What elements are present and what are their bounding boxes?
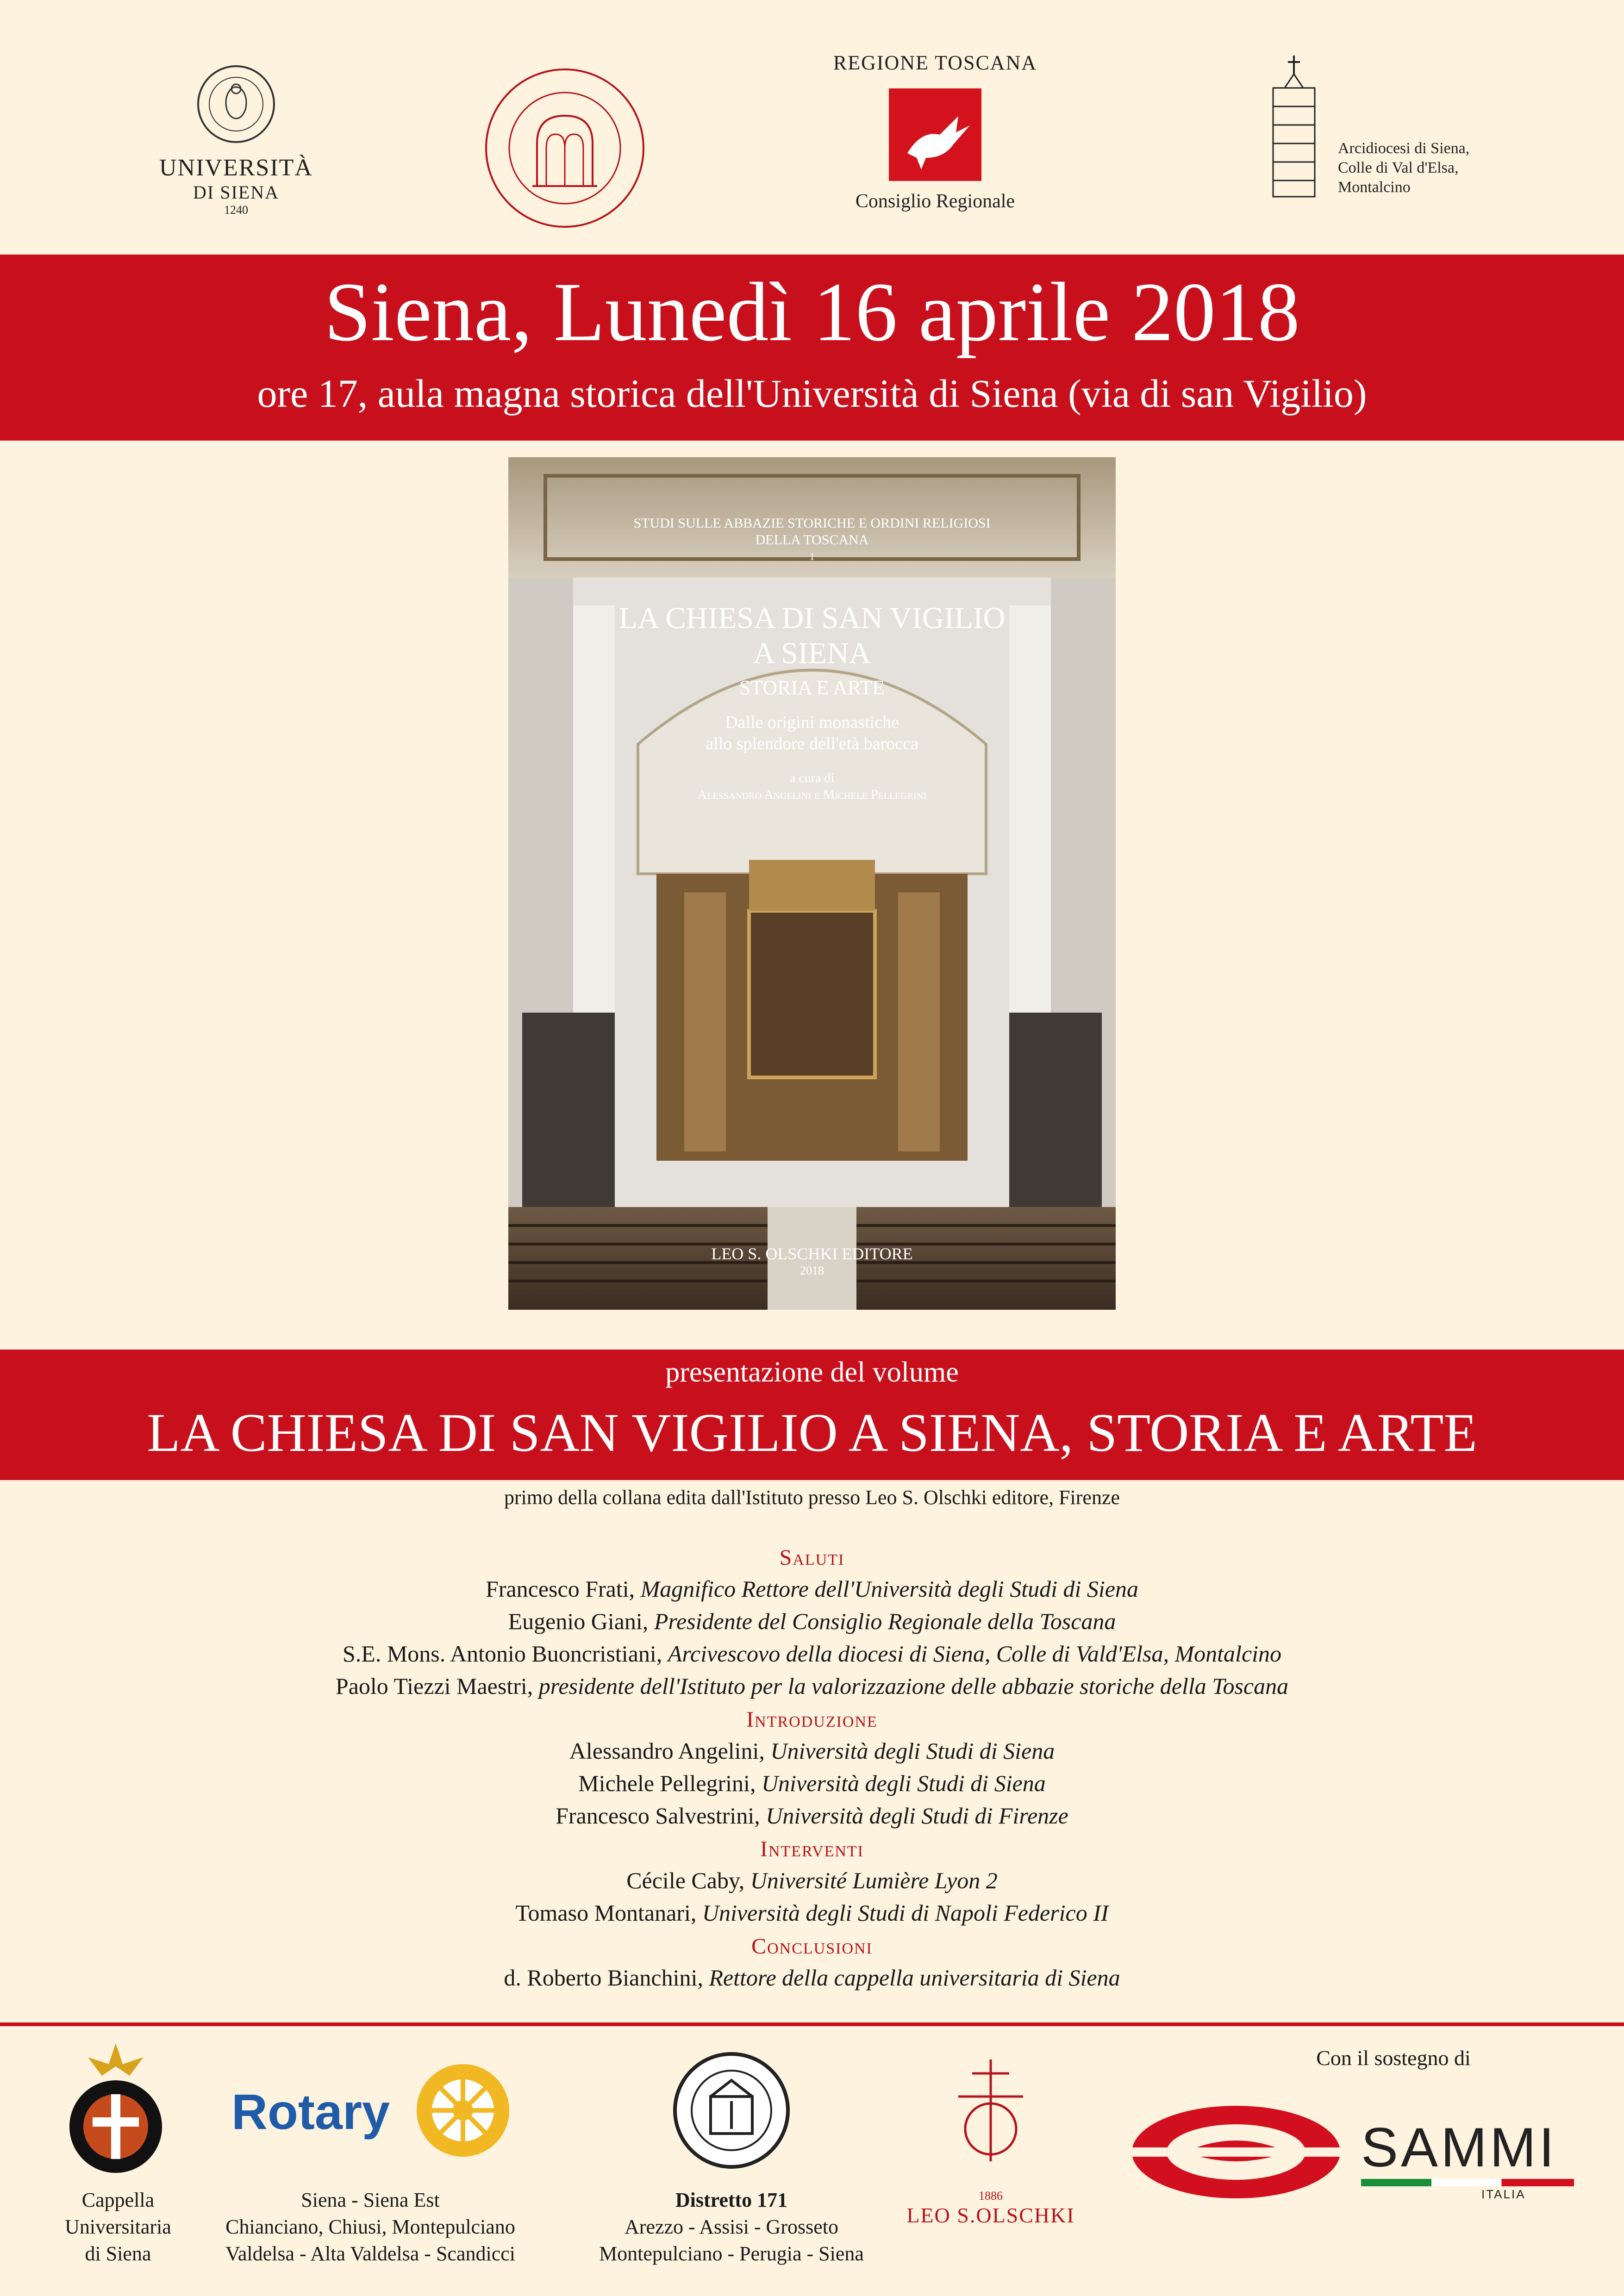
cover-desc-2: allo splendore dell'età barocca xyxy=(706,734,918,753)
arcidiocesi-line3: Montalcino xyxy=(1338,179,1411,196)
speaker-role: Università degli Studi di Napoli Federico II xyxy=(702,1900,1109,1926)
serra-line2: Arezzo - Assisi - Grosseto xyxy=(625,2215,838,2238)
cover-desc-1: Dalle origini monastiche xyxy=(725,713,899,732)
cappella-line3: di Siena xyxy=(85,2242,151,2265)
serra-emblem-icon xyxy=(671,2050,792,2171)
saluti-heading: Saluti xyxy=(779,1545,845,1570)
rotary-wheel-icon xyxy=(412,2060,514,2161)
intro-row xyxy=(0,1767,1624,1799)
rotary-caption xyxy=(185,2187,556,2267)
unisi-year: 1240 xyxy=(224,203,248,217)
introduzione-heading: Introduzione xyxy=(746,1707,878,1732)
intro-row xyxy=(0,1799,1624,1832)
arcidiocesi-line1: Arcidiocesi di Siena, xyxy=(1338,140,1470,157)
serra-line1: Distretto 171 xyxy=(675,2189,788,2211)
serra-caption xyxy=(556,2187,907,2267)
saluti-row xyxy=(0,1637,1624,1670)
rotary-logo xyxy=(222,2055,528,2166)
arcidiocesi-line2: Colle di Val d'Elsa, xyxy=(1338,159,1459,176)
presentation-band xyxy=(0,1350,1624,1480)
olschki-year: 1886 xyxy=(979,2189,1003,2203)
speaker-name: S.E. Mons. Antonio Buoncristiani, xyxy=(342,1641,668,1667)
cappella-line2: Universitaria xyxy=(65,2215,171,2238)
cover-title-2: A SIENA xyxy=(753,636,871,670)
event-place: ore 17, aula magna storica dell'Università di Siena (via di san Vigilio) xyxy=(257,371,1367,416)
church-interior-illustration xyxy=(508,457,1116,1310)
cover-publisher: LEO S. OLSCHKI EDITORE xyxy=(711,1244,913,1263)
cover-year: 2018 xyxy=(800,1264,824,1277)
conclusioni-heading: Conclusioni xyxy=(751,1934,873,1959)
speaker-name: Alessandro Angelini, xyxy=(569,1738,771,1764)
speaker-name: Francesco Frati, xyxy=(486,1576,641,1602)
speaker-name: Cécile Caby, xyxy=(626,1867,750,1893)
interventi-row xyxy=(0,1897,1624,1929)
presentation-title: LA CHIESA DI SAN VIGILIO A SIENA, STORIA E ARTE xyxy=(147,1402,1477,1463)
arcidiocesi-logo xyxy=(1268,56,1528,208)
cover-title-1: LA CHIESA DI SAN VIGILIO xyxy=(618,601,1006,635)
speaker-name: Eugenio Giani, xyxy=(508,1608,654,1634)
speaker-role: Università degli Studi di Siena xyxy=(761,1770,1046,1796)
serra-logo xyxy=(671,2050,792,2171)
istituto-abbazie-logo xyxy=(481,65,648,231)
speaker-name: Tomaso Montanari, xyxy=(515,1900,702,1926)
rotary-line1: Siena - Siena Est xyxy=(301,2189,440,2211)
olschki-name: LEO S.OLSCHKI xyxy=(906,2203,1075,2227)
speaker-role: Presidente del Consiglio Regionale della Toscana xyxy=(654,1608,1116,1634)
speaker-role: presidente dell'Istituto per la valorizzazione delle abbazie storiche della Toscana xyxy=(538,1673,1289,1699)
footer-divider xyxy=(0,2022,1624,2026)
saluti-row xyxy=(0,1605,1624,1637)
event-band xyxy=(0,255,1624,441)
cappella-line1: Cappella xyxy=(81,2189,155,2211)
universita-siena-seal-icon xyxy=(139,60,333,148)
saluti-row xyxy=(0,1670,1624,1702)
sponsor-label: Con il sostegno di xyxy=(1316,2046,1471,2070)
conclusioni-row xyxy=(0,1961,1624,1994)
sammi-logo xyxy=(1130,2101,1583,2203)
rotary-line3: Valdelsa - Alta Valdelsa - Scandicci xyxy=(225,2242,515,2265)
speaker-name: Francesco Salvestrini, xyxy=(556,1803,766,1829)
regione-subtitle: Consiglio Regionale xyxy=(855,191,1015,212)
italian-flag-stripe xyxy=(1361,2179,1574,2186)
cappella-emblem-icon xyxy=(60,2039,171,2178)
pegasus-icon xyxy=(889,88,981,181)
cover-series-1: STUDI SULLE ABBAZIE STORICHE E ORDINI RELIGIOSI xyxy=(633,516,991,531)
serra-line3: Montepulciano - Perugia - Siena xyxy=(599,2242,864,2265)
cover-curatori: Alessandro Angelini e Michele Pellegrini xyxy=(698,788,926,802)
cappella-caption xyxy=(42,2187,194,2267)
speaker-role: Università degli Studi di Firenze xyxy=(766,1803,1068,1829)
speaker-role: Magnifico Rettore dell'Università degli Studi di Siena xyxy=(640,1576,1138,1602)
olschki-logo xyxy=(903,2055,1079,2231)
speaker-name: Michele Pellegrini, xyxy=(578,1770,762,1796)
saluti-row xyxy=(0,1573,1624,1605)
speaker-role: Université Lumière Lyon 2 xyxy=(750,1867,998,1893)
speaker-role: Arcivescovo della diocesi di Siena, Colle di Vald'Elsa, Montalcino xyxy=(668,1641,1282,1667)
cover-series-2: DELLA TOSCANA xyxy=(755,532,869,548)
speaker-name: Paolo Tiezzi Maestri, xyxy=(335,1673,539,1699)
cathedral-tower-icon xyxy=(1268,56,1319,199)
unisi-line1: UNIVERSITÀ xyxy=(159,155,313,181)
universita-siena-logo xyxy=(139,60,333,217)
cover-subtitle: STORIA E ARTE xyxy=(739,676,885,699)
cover-curatori-label: a cura di xyxy=(789,771,835,785)
istituto-seal-icon xyxy=(481,65,648,231)
regione-toscana-logo xyxy=(829,51,1042,222)
speaker-role: Rettore della cappella universitaria di Siena xyxy=(709,1965,1120,1991)
olschki-cross-icon xyxy=(903,2055,1079,2184)
speaker-name: d. Roberto Bianchini, xyxy=(504,1965,709,1991)
speaker-role: Università degli Studi di Siena xyxy=(770,1738,1055,1764)
unisi-line2: DI SIENA xyxy=(193,182,279,203)
presentation-note: primo della collana edita dall'Istituto presso Leo S. Olschki editore, Firenze xyxy=(504,1486,1120,1509)
cover-series-num: 1 xyxy=(809,551,815,562)
sammi-brand: SAMMI xyxy=(1361,2116,1557,2178)
rotary-wordmark: Rotary xyxy=(231,2084,390,2140)
regione-title: REGIONE TOSCANA xyxy=(833,51,1037,74)
sammi-sub: ITALIA xyxy=(1481,2187,1526,2201)
interventi-heading: Interventi xyxy=(760,1837,864,1861)
presentation-label: presentazione del volume xyxy=(665,1356,959,1388)
sammi-swoosh-icon xyxy=(1130,2101,1343,2203)
interventi-row xyxy=(0,1864,1624,1897)
event-date: Siena, Lunedì 16 aprile 2018 xyxy=(324,266,1300,359)
intro-row xyxy=(0,1735,1624,1767)
cappella-logo xyxy=(60,2039,171,2178)
book-cover xyxy=(508,457,1116,1310)
rotary-line2: Chianciano, Chiusi, Montepulciano xyxy=(225,2215,515,2238)
